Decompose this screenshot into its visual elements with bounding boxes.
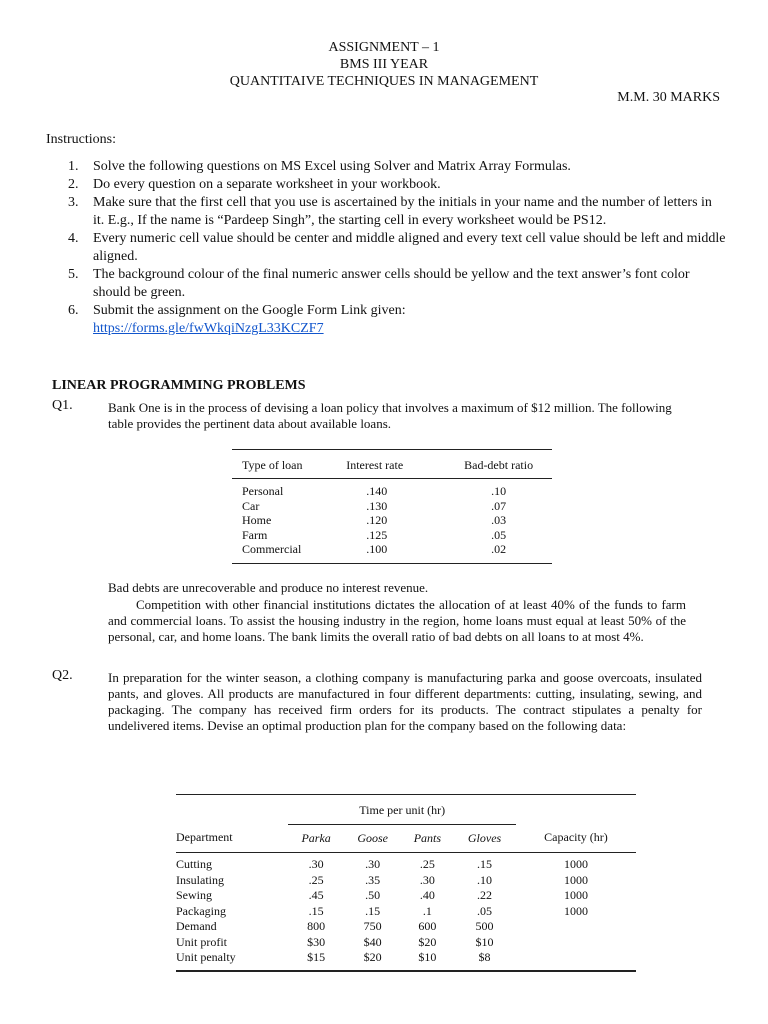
capacity-cell: 1000 [563,857,588,871]
instruction-text: Make sure that the first cell that you use is ascertained by the initials in your name and the number of letters in it. E.g., If the name is “Pardeep Singh”, the starting cell in every worksheet would be PS12. [93,195,712,228]
interest-rate-cell: .100 [366,542,388,556]
table-row [176,888,636,904]
value-cell: .05 [477,903,493,918]
department-cell: Packaging [176,903,226,918]
instruction-text: Submit the assignment on the Google Form Link given: [93,303,406,318]
instruction-number: 4. [68,231,79,246]
bad-debt-cell: .02 [491,542,507,556]
table-row [176,904,636,920]
loan-type-cell: Car [242,498,260,513]
value-cell: .50 [365,888,381,902]
instruction-number: 6. [68,303,79,318]
bad-debt-cell: .07 [491,498,507,513]
instruction-text: Every numeric cell value should be center and middle aligned and every text cell value should be left and middle aligned. [93,231,726,264]
capacity-cell: 1000 [563,888,588,902]
instructions-list [46,158,726,338]
instruction-item [46,302,726,338]
value-cell: 750 [363,919,382,933]
department-cell: Unit profit [176,934,227,949]
value-cell: .35 [365,872,381,887]
q2-label: Q2. [52,668,73,683]
value-cell: .22 [477,888,493,902]
department-cell: Sewing [176,888,212,902]
production-table-header: Capacity (hr) [516,824,636,853]
loan-type-cell: Commercial [242,542,302,556]
value-cell: $15 [307,950,326,964]
production-table-header: Parka [288,824,343,853]
time-per-unit-header: Time per unit (hr) [288,795,516,825]
production-table [176,794,636,972]
q1-para2: Competition with other financial institutions dictates the allocation of at least 40% of the funds to farm and commercial loans. To assist the housing industry in the region, home loans must equal at least 50% of the personal, car, and home loans. The bank limits the overall ratio of bad debts on all loans to at most 4%. [108,597,686,644]
q1-para1: Bad debts are unrecoverable and produce no interest revenue. [108,580,429,595]
table-row [232,513,552,528]
value-cell: $30 [307,934,326,949]
value-cell: .1 [422,903,432,918]
instruction-number: 2. [68,177,79,192]
loan-table-header: Type of loan [232,450,336,479]
value-cell: .40 [419,888,435,902]
value-cell: .30 [365,857,381,871]
instruction-item [46,266,726,302]
q2-text: In preparation for the winter season, a clothing company is manufacturing parka and goose overcoats, insulated pants, and gloves. All products are manufactured in four different departments: cutting, insulating, sewing, and packaging. The company has received firm orders for its products. The contract stipulates a penalty for undelivered items. Devise an optimal production plan for the company based on the following data: [108,670,702,733]
table-row [176,950,636,971]
instruction-item [46,158,726,176]
instruction-item [46,194,726,230]
loan-type-cell: Personal [242,484,284,498]
bad-debt-cell: .05 [491,527,507,542]
value-cell: .15 [365,903,381,918]
table-row [176,853,636,873]
value-cell: 600 [418,919,437,933]
instruction-item [46,176,726,194]
max-marks: M.M. 30 MARKS [617,90,720,105]
production-table-header: Department [176,824,288,853]
value-cell: .30 [419,872,435,887]
table-row [232,499,552,514]
value-cell: $10 [475,934,494,949]
department-cell: Cutting [176,857,213,871]
bad-debt-cell: .03 [491,513,507,527]
value-cell: .30 [308,857,324,871]
value-cell: .25 [308,872,324,887]
assignment-title: ASSIGNMENT – 1 [328,40,440,55]
capacity-cell [516,935,636,951]
table-row [232,528,552,543]
value-cell: .15 [477,857,493,871]
interest-rate-cell: .130 [366,498,388,513]
instruction-number: 1. [68,159,79,174]
q1-label: Q1. [52,398,73,413]
instruction-item [46,230,726,266]
value-cell: $10 [418,950,437,964]
capacity-cell [516,950,636,971]
interest-rate-cell: .125 [366,527,388,542]
google-form-link[interactable]: https://forms.gle/fwWkqiNzgL33KCZF7 [93,321,324,336]
instruction-number: 5. [68,267,79,282]
bad-debt-cell: .10 [491,484,507,498]
interest-rate-cell: .140 [366,484,388,498]
production-table-header: Gloves [453,824,516,853]
instruction-text: Do every question on a separate worksheet in your workbook. [93,177,441,192]
value-cell: $40 [363,934,382,949]
interest-rate-cell: .120 [366,513,388,527]
department-cell: Insulating [176,872,224,887]
production-table-header: Pants [402,824,454,853]
table-row [176,935,636,951]
value-cell: 500 [475,919,494,933]
value-cell: $20 [363,950,382,964]
table-row [232,542,552,563]
instruction-text: The background colour of the final numeric answer cells should be yellow and the text answer’s font color should be green. [93,267,690,300]
loan-type-cell: Farm [242,527,268,542]
q1-intro: Bank One is in the process of devising a loan policy that involves a maximum of $12 million. The following table provides the pertinent data about available loans. [108,400,672,431]
loan-table [232,449,552,564]
value-cell: $8 [478,950,491,964]
value-cell: .15 [308,903,324,918]
value-cell: $20 [418,934,437,949]
loan-table-header: Bad-debt ratio [435,450,552,479]
capacity-cell: 1000 [563,903,588,918]
instruction-text: Solve the following questions on MS Excel using Solver and Matrix Array Formulas. [93,159,571,174]
table-row [176,873,636,889]
loan-table-header: Interest rate [336,450,435,479]
loan-type-cell: Home [242,513,272,527]
instructions-label: Instructions: [46,132,116,147]
value-cell: .10 [477,872,493,887]
value-cell: .25 [419,857,435,871]
department-cell: Demand [176,919,217,933]
capacity-cell [516,919,636,935]
department-cell: Unit penalty [176,950,236,964]
section-title: LINEAR PROGRAMMING PROBLEMS [52,378,306,393]
value-cell: 800 [307,919,326,933]
value-cell: .45 [308,888,324,902]
table-row [176,919,636,935]
table-row [232,479,552,499]
year-title: BMS III YEAR [339,57,429,72]
instruction-number: 3. [68,195,79,210]
course-title: QUANTITAIVE TECHNIQUES IN MANAGEMENT [229,74,539,89]
capacity-cell: 1000 [563,872,588,887]
production-table-header: Goose [344,824,402,853]
